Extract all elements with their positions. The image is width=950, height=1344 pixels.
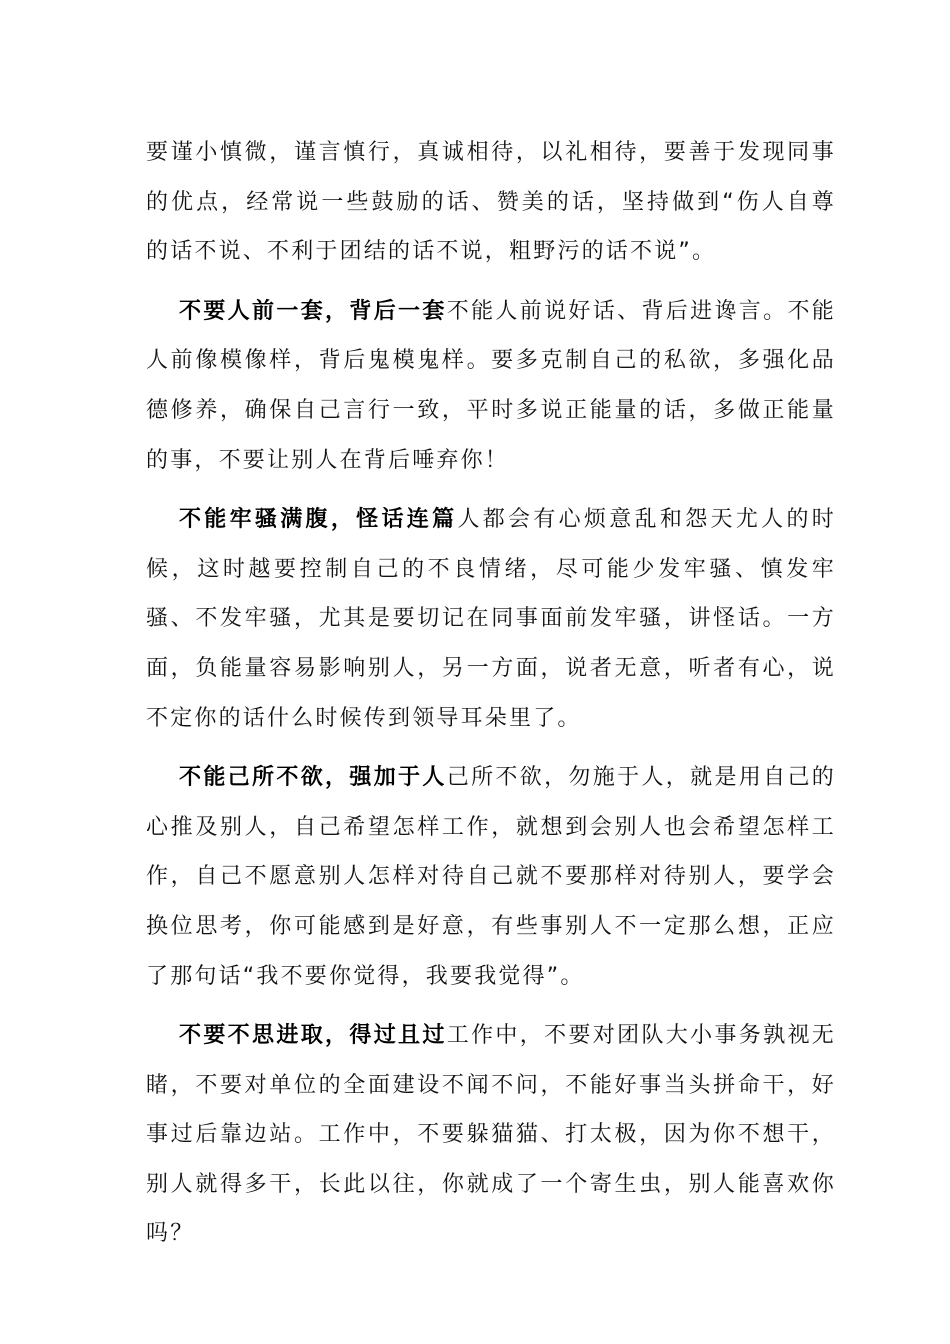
paragraph-2-text: 不能人前说好话、背后进谗言。不能人前像模像样，背后鬼模鬼样。要多克制自己的私欲，多强化品德修养，确保自己言行一致，平时多说正能量的话，多做正能量的事，不要让别人在背后唾弃你！ (146, 298, 837, 473)
document-body (146, 128, 836, 1269)
paragraph-4-text: 己所不欲，勿施于人，就是用自己的心推及别人，自己希望怎样工作，就想到会别人也会希望怎样工作，自己不愿意别人怎样对待自己就不要那样对待别人，要学会换位思考，你可能感到是好意，有些事别人不一定那么想，正应了那句话“我不要你觉得，我要我觉得”。 (146, 765, 837, 989)
paragraph-4 (146, 753, 836, 1001)
paragraph-3 (146, 495, 836, 743)
paragraph-5 (146, 1011, 836, 1259)
paragraph-5-heading: 不要不思进取，得过且过 (179, 1023, 447, 1049)
paragraph-2-heading: 不要人前一套，背后一套 (179, 298, 447, 324)
paragraph-2 (146, 287, 836, 485)
paragraph-5-text: 工作中，不要对团队大小事务孰视无睹，不要对单位的全面建设不闻不问，不能好事当头拼命干，好事过后靠边站。工作中，不要躲猫猫、打太极，因为你不想干，别人就得多干，长此以往，你就成了一个寄生虫，别人能喜欢你吗？ (146, 1023, 837, 1247)
paragraph-3-text: 人都会有心烦意乱和怨天尤人的时候，这时越要控制自己的不良情绪，尽可能少发牢骚、慎发牢骚、不发牢骚，尤其是要切记在同事面前发牢骚，讲怪话。一方面，负能量容易影响别人，另一方面，说者无意，听者有心，说不定你的话什么时候传到领导耳朵里了。 (146, 507, 836, 731)
paragraph-1 (146, 128, 836, 277)
paragraph-1-text: 要谨小慎微，谨言慎行，真诚相待，以礼相待，要善于发现同事的优点，经常说一些鼓励的话、赞美的话，坚持做到“伤人自尊的话不说、不利于团结的话不说，粗野污的话不说”。 (146, 140, 836, 265)
paragraph-3-heading: 不能牢骚满腹，怪话连篇 (179, 507, 458, 533)
paragraph-4-heading: 不能己所不欲，强加于人 (179, 765, 447, 791)
